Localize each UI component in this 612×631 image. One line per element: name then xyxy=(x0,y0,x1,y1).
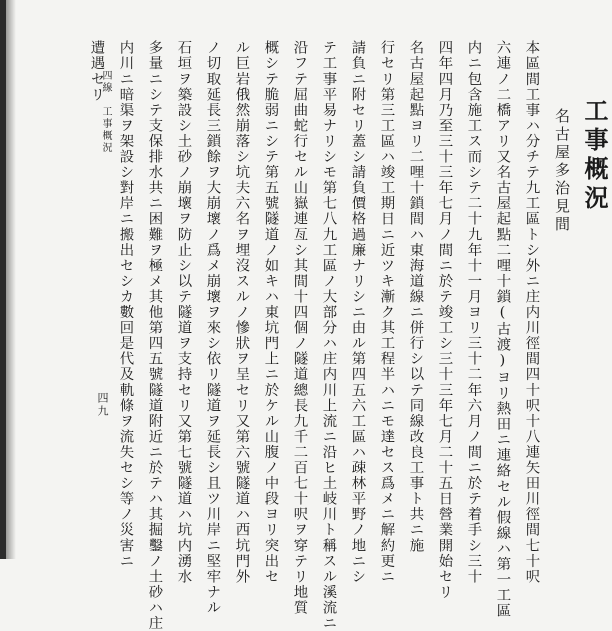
body-line-12: ノ切取延長三鎖餘ヲ大崩壞ノ爲メ崩壞ヲ來シ依リ隧道ヲ延長シ且ツ川岸ニ堅牢ナル xyxy=(204,40,221,616)
body-line-11: ル巨岩俄然崩落シ坑夫六名ヲ埋沒スルノ慘狀ヲ呈セリ又第六號隧道ハ西坑門外 xyxy=(233,40,250,585)
running-head: 四線 工事概況 xyxy=(100,70,111,154)
body-line-13: 石垣ヲ築設シ土砂ノ崩壞ヲ防止シ以テ隧道ヲ支持セリ又第七號隧道ハ坑内湧水 xyxy=(175,40,192,585)
body-line-6: 行セリ第三工區ハ竣工期日ニ近ツキ漸ク其工程半ハニモ達セス爲メニ解約更ニ xyxy=(378,40,395,585)
body-line-14: 多量ニシテ支保排水共ニ困難ヲ極メ其他第四五號隧道附近ニ於テハ其掘鑿ノ土砂ハ庄 xyxy=(146,40,163,631)
body-line-15: 内川ニ暗渠ヲ架設シ對岸ニ搬出セシカ數回是代及軌條ヲ流失セシ等ノ災害ニ xyxy=(117,40,134,569)
body-line-5: 名古屋起點ヨリ二哩十鎖間ハ東海道線ニ併行シ以テ同線改良工事ト共ニ施 xyxy=(407,40,424,554)
document-page xyxy=(16,0,612,631)
body-line-10: 概シテ脆弱ニシテ第五號隧道ノ如キハ東坑門上ニ於ケル山腹ノ中段ヨリ突出セ xyxy=(262,40,279,585)
gutter-shadow xyxy=(6,0,16,559)
body-line-2: 六連ノ二橋アリ又名古屋起點二哩十鎖(古渡)ヨリ熱田ニ連絡セル假線ハ第一工區 xyxy=(494,40,511,619)
body-line-7: 請負ニ附セリ蓋シ請負價格過廉ナリシニ由ル第四五六工區ハ疎林平野ノ地ニシ xyxy=(349,40,366,585)
article-title: 工事概況 xyxy=(580,98,609,214)
article-author: 名古屋多治見間 xyxy=(553,108,571,234)
body-line-8: テ工事平易ナリシモ第七八九工區ノ大部分ハ庄内川上流ニ沿ヒ土岐川ト稱スル溪流ニ xyxy=(320,40,337,631)
body-line-16: 遭遇セリ xyxy=(88,40,105,103)
page-number: 四九 xyxy=(96,392,109,418)
body-line-4: 四年四月乃至三十三年七月ノ間ニ於テ竣工シ三十三年七月二十五日營業開始セリ xyxy=(436,40,453,600)
body-line-3: 内ニ包含施工ス而シテ二十九年十一月ヨリ三十二年六月ノ間ニ於テ着手シ三十 xyxy=(465,40,482,585)
body-line-1: 本區間工事ハ分チテ九工區トシ外ニ庄内川徑間四十呎十八連矢田川徑間七十呎 xyxy=(523,40,540,585)
body-line-9: 沿フテ屈曲蛇行セル山嶽連亙シ其間十四個ノ隧道總長九千二百七十呎ヲ穿テリ地質 xyxy=(291,40,308,616)
